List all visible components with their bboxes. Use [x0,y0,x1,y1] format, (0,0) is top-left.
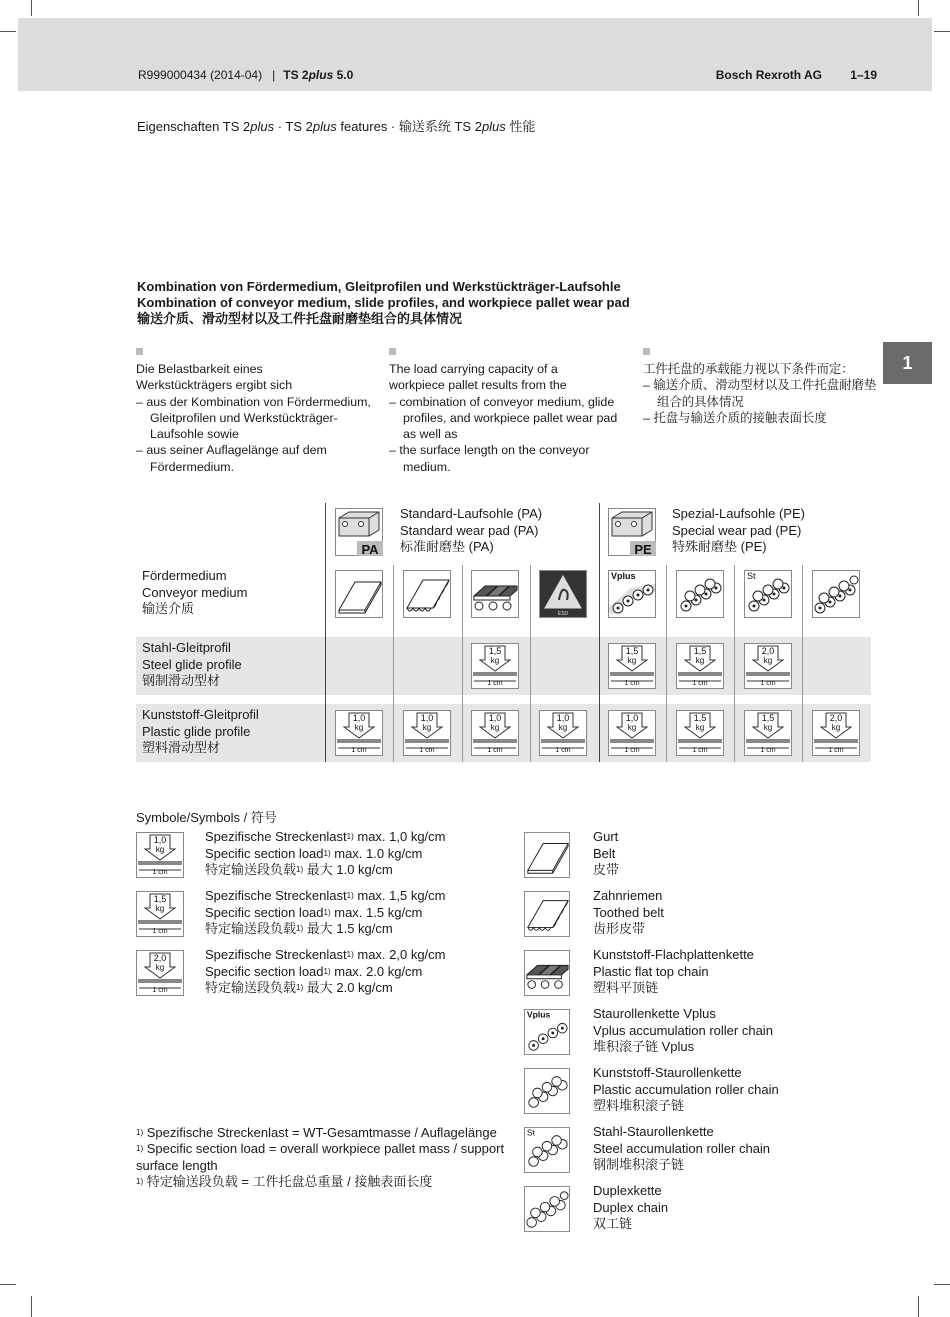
vplus-tag: Vplus [526,1009,551,1020]
belt-desc [593,829,619,879]
load-unit: kg [422,723,432,732]
pa-label-de: Standard-Laufsohle (PA) [400,506,543,521]
pad-tag-pa: PA [361,542,379,556]
heading-de: Kombination von Fördermedium, Gleitprofilen und Werkstückträger-Laufsohle [137,279,621,294]
subtitle-italic: plus [312,119,337,134]
desc-en: Belt [593,845,616,861]
desc-de: Gurt [593,829,619,844]
load-value: 1,5 [153,894,167,904]
subtitle-italic: plus [481,119,506,134]
bullet-square [643,348,650,355]
desc-de: Kunststoff-Staurollenkette [593,1065,742,1080]
load-length: 1 cm [624,680,640,687]
page-header [18,18,932,91]
load-icon [676,643,724,689]
desc-en: Duplex chain [593,1199,669,1215]
load-icon [744,710,792,756]
desc-zh: 特定输送段负载 [205,862,297,877]
pe-label-en: Special wear pad (PE) [672,522,802,538]
load-length: 1 cm [419,747,435,754]
footnote-en: Specific section load = overall workpiece pallet mass / support surface length [136,1141,505,1173]
col-intro: 工件托盘的承载能力视以下条件而定： [643,362,854,376]
steel-en: Steel glide profile [142,656,242,672]
desc-zh-val: 最大 2.0 kg/cm [303,980,393,995]
toothed-belt-icon [523,891,571,937]
load-unit: kg [627,656,637,665]
load-unit: kg [490,656,500,665]
desc-zh: 齿形皮带 [593,921,646,936]
flat-top-chain-desc [593,947,754,997]
desc-zh: 特定输送段负载 [205,921,297,936]
fn-mark: 1) [296,924,304,933]
chapter-tab[interactable]: 1 [883,342,932,384]
desc-de: Spezifische Streckenlast [205,888,347,903]
crop-mark [918,1296,919,1317]
load-length: 1 cm [487,747,503,754]
wear-pad-pe-icon [608,508,656,556]
desc-zh: 双工链 [593,1216,633,1231]
load-symbol-desc [205,888,446,938]
desc-zh: 塑料堆积滚子链 [593,1098,685,1113]
medium-en: Conveyor medium [142,584,248,600]
table-divider [325,503,326,762]
subtitle-italic: plus [250,119,275,134]
belt-icon [335,570,383,618]
duplex-chain-icon [523,1186,571,1232]
load-icon [335,710,383,756]
load-value: 1,0 [352,713,366,723]
load-unit: kg [695,723,705,732]
table-divider [530,565,531,762]
subtitle-part: 性能 [505,119,536,134]
load-value: 1,0 [153,835,167,845]
table-divider [666,565,667,762]
load-value: 1,5 [761,713,775,723]
pe-label [672,506,805,556]
desc-en: Plastic flat top chain [593,963,709,979]
duplex-chain-icon [812,570,860,618]
col-intro: Werkstückträgers ergibt sich [136,378,293,393]
title-suffix: 5.0 [333,68,354,82]
col-bullet: – aus seiner Auflagelänge auf dem Fördermedium. [136,443,327,474]
load-unit: kg [155,904,165,913]
load-icon [403,710,451,756]
flat-top-chain-icon [523,950,571,996]
desc-zh: 塑料平顶链 [593,980,659,995]
steel-roller-chain-desc [593,1124,770,1174]
load-value: 1,0 [625,713,639,723]
load-value: 1,5 [625,646,639,656]
desc-de: Zahnriemen [593,888,663,903]
crop-mark [0,31,16,32]
esd-icon [539,570,587,618]
table-divider [802,565,803,762]
desc-de-val: max. 1,0 kg/cm [353,829,446,844]
footnotes [136,1125,506,1190]
plastic-en: Plastic glide profile [142,723,251,739]
steel-zh: 钢制滑动型材 [142,673,221,688]
desc-en-val: max. 1.5 kg/cm [330,904,423,920]
doc-number: R999000434 (2014-04) [138,68,263,82]
desc-en: Vplus accumulation roller chain [593,1022,773,1038]
duplex-chain-desc [593,1183,668,1233]
fn-mark: 1) [136,1144,144,1154]
fn-mark: 1) [346,891,354,900]
header-doc-info: R999000434 (2014-04) | TS 2plus 5.0 [138,68,354,82]
load-icon [471,643,519,689]
load-unit: kg [155,963,165,972]
row-label-plastic [142,707,259,757]
desc-en-val: max. 2.0 kg/cm [330,963,423,979]
fn-mark: 1) [136,1128,144,1137]
desc-zh: 堆积滚子链 Vplus [593,1039,695,1054]
vplus-chain-icon [523,1009,571,1055]
load-icon [608,710,656,756]
desc-de: Duplexkette [593,1183,662,1198]
flat-top-chain-icon [471,570,519,618]
main-heading [137,279,630,327]
pa-label-en: Standard wear pad (PA) [400,522,539,538]
load-icon [539,710,587,756]
row-label-medium [142,568,248,618]
col-bullet: – combination of conveyor medium, glide profiles, and workpiece pallet wear pad as well as [389,394,618,442]
steel-roller-chain-icon [744,570,792,618]
vplus-chain-icon [608,570,656,618]
table-divider [462,565,463,762]
column-zh [643,348,877,426]
desc-zh: 钢制堆积滚子链 [593,1157,685,1172]
crop-mark [31,1296,32,1317]
heading-zh: 输送介质、滑动型材以及工件托盘耐磨垫组合的具体情况 [137,311,463,326]
desc-de: Spezifische Streckenlast [205,947,347,962]
pad-tag-pe: PE [634,542,652,556]
steel-roller-chain-icon [523,1127,571,1173]
medium-zh: 输送介质 [142,601,195,616]
load-icon [744,643,792,689]
belt-icon [523,832,571,878]
desc-en: Specific section load [205,845,324,861]
desc-zh-val: 最大 1.5 kg/cm [303,921,393,936]
page-number: 1–19 [850,68,877,82]
fn-mark: 1) [346,832,354,841]
esd-tag: ESD [557,611,569,617]
desc-de: Staurollenkette Vplus [593,1006,716,1021]
desc-de: Stahl-Staurollenkette [593,1124,714,1139]
load-unit: kg [354,723,364,732]
col-intro: workpiece pallet results from the [389,378,567,393]
company-name: Bosch Rexroth AG [715,68,822,82]
crop-mark [0,1284,16,1285]
desc-en: Toothed belt [593,904,664,920]
medium-de: Fördermedium [142,568,227,583]
desc-de-val: max. 1,5 kg/cm [353,888,446,903]
load-symbol-desc [205,829,446,879]
load-symbol-icon [136,891,184,937]
pe-label-zh: 特殊耐磨垫 (PE) [672,539,767,554]
footnote-zh: 特定输送段负载 = 工件托盘总重量 / 接触表面长度 [143,1173,433,1189]
table-divider [734,565,735,762]
bullet-square [136,348,143,355]
plastic-roller-chain-desc [593,1065,779,1115]
section-subtitle [137,116,535,135]
footnote-de: Spezifische Streckenlast = WT-Gesamtmasse / Auflagelänge [143,1125,497,1140]
vplus-chain-desc [593,1006,773,1056]
fn-mark: 1) [136,1176,144,1186]
fn-mark: 1) [296,983,304,992]
load-unit: kg [627,723,637,732]
load-length: 1 cm [487,680,503,687]
load-value: 1,0 [556,713,570,723]
load-length: 1 cm [624,747,640,754]
st-tag: St [747,571,756,581]
fn-mark: 1) [296,865,304,874]
crop-mark [934,1284,950,1285]
product-title [283,68,353,82]
load-value: 2,0 [829,713,843,723]
steel-de: Stahl-Gleitprofil [142,640,231,655]
load-unit: kg [490,723,500,732]
load-length: 1 cm [152,987,168,994]
pa-label [400,506,542,556]
load-length: 1 cm [760,747,776,754]
desc-en: Specific section load [205,904,324,920]
pa-label-zh: 标准耐磨垫 (PA) [400,539,494,554]
desc-en: Specific section load [205,963,324,979]
crop-mark [31,0,32,16]
load-length: 1 cm [692,747,708,754]
subtitle-part: features · 输送系统 TS 2 [336,119,482,134]
load-length: 1 cm [351,747,367,754]
plastic-zh: 塑料滑动型材 [142,740,221,755]
desc-zh: 特定输送段负载 [205,980,297,995]
col-bullet: – 托盘与输送介质的接触表面长度 [643,410,827,425]
col-bullet: – the surface length on the conveyor medium. [389,443,590,474]
fn-mark: 1) [323,907,331,917]
wear-pad-pa-icon [335,508,383,556]
load-length: 1 cm [555,747,571,754]
desc-de: Spezifische Streckenlast [205,829,347,844]
title-prefix: TS 2 [283,68,309,82]
bullet-square [389,348,396,355]
load-value: 1,5 [693,646,707,656]
load-symbol-icon [136,950,184,996]
fn-mark: 1) [346,950,354,959]
table-divider [393,565,394,762]
col-intro: Die Belastbarkeit eines [136,362,263,376]
toothed-belt-desc [593,888,664,938]
load-unit: kg [695,656,705,665]
title-italic: plus [308,68,334,82]
desc-en: Steel accumulation roller chain [593,1140,771,1156]
load-unit: kg [558,723,568,732]
table-divider [599,503,600,762]
load-length: 1 cm [692,680,708,687]
plastic-roller-chain-icon [676,570,724,618]
symbols-heading: Symbole/Symbols / 符号 [136,810,277,825]
load-icon [676,710,724,756]
crop-mark [918,0,919,16]
st-tag: St [526,1127,536,1138]
desc-zh: 皮带 [593,862,620,877]
load-value: 1,0 [420,713,434,723]
pe-label-de: Spezial-Laufsohle (PE) [672,506,805,521]
load-length: 1 cm [152,928,168,935]
load-value: 2,0 [761,646,775,656]
load-value: 2,0 [153,953,167,963]
crop-mark [934,31,950,32]
desc-de-val: max. 2,0 kg/cm [353,947,446,962]
col-bullet: – 输送介质、滑动型材以及工件托盘耐磨垫组合的具体情况 [643,378,877,409]
fn-mark: 1) [323,848,331,858]
load-icon [471,710,519,756]
col-bullet: – aus der Kombination von Fördermedium, Gleitprofilen und Werkstückträger-Laufsohle sowie [136,394,371,442]
load-length: 1 cm [760,680,776,687]
load-unit: kg [155,845,165,854]
load-unit: kg [831,723,841,732]
load-symbol-desc [205,947,446,997]
load-length: 1 cm [828,747,844,754]
desc-en: Plastic accumulation roller chain [593,1081,779,1097]
fn-mark: 1) [323,966,331,976]
toothed-belt-icon [403,570,451,618]
col-intro: The load carrying capacity of a [389,362,558,376]
load-icon [812,710,860,756]
column-de [136,348,376,475]
column-en [389,348,619,475]
vplus-tag: Vplus [611,571,636,581]
subtitle-part: · TS 2 [274,119,313,134]
load-value: 1,5 [693,713,707,723]
load-value: 1,0 [488,713,502,723]
load-value: 1,5 [488,646,502,656]
desc-en-val: max. 1.0 kg/cm [330,845,423,861]
plastic-de: Kunststoff-Gleitprofil [142,707,259,722]
heading-en: Kombination of conveyor medium, slide profiles, and workpiece pallet wear pad [137,295,630,310]
desc-zh-val: 最大 1.0 kg/cm [303,862,393,877]
load-icon [608,643,656,689]
subtitle-part: Eigenschaften TS 2 [137,119,251,134]
desc-de: Kunststoff-Flachplattenkette [593,947,754,962]
load-unit: kg [763,723,773,732]
load-unit: kg [763,656,773,665]
load-length: 1 cm [152,869,168,876]
plastic-roller-chain-icon [523,1068,571,1114]
load-symbol-icon [136,832,184,878]
row-label-steel [142,640,242,690]
